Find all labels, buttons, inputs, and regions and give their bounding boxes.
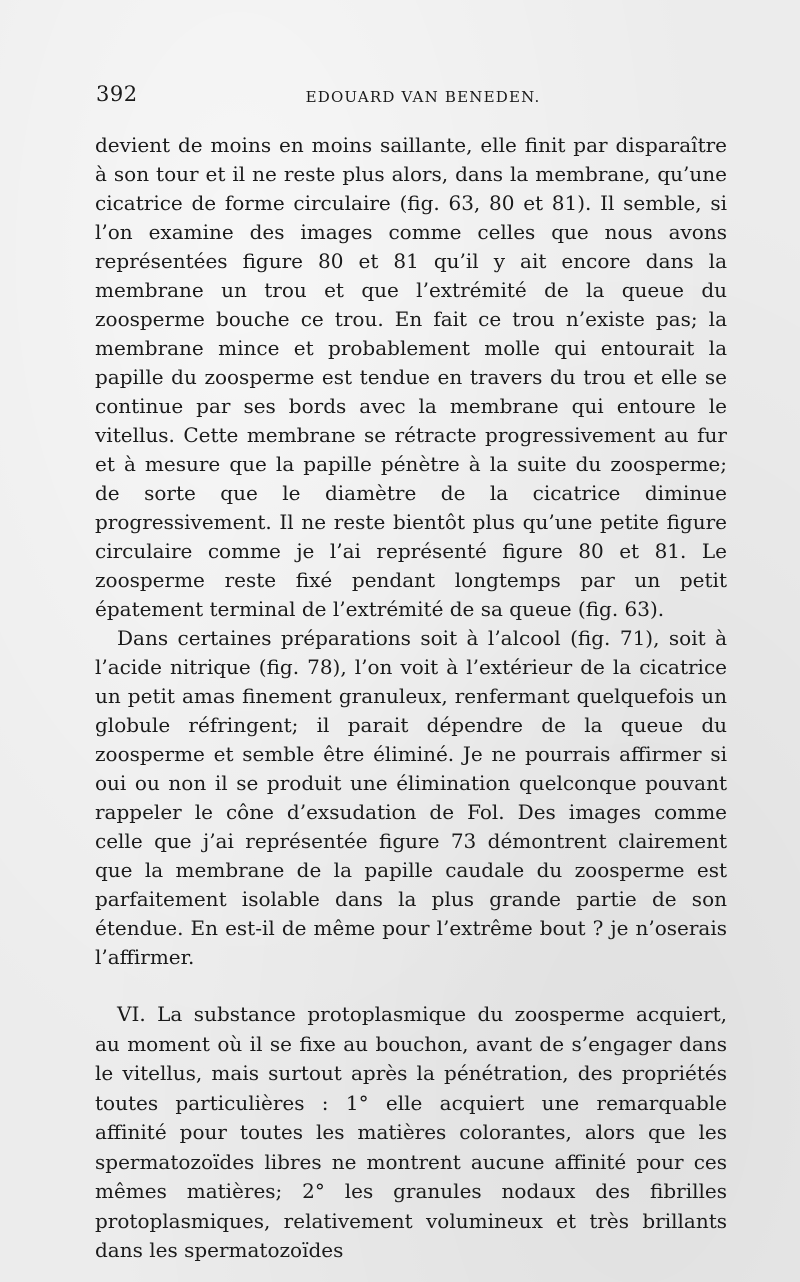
body-text [95, 131, 727, 1266]
paragraph-section-vi: VI. La substance protoplasmique du zoosperme acquiert, au moment où il se fixe au bouchon, avant de s’engager dans le vitellus, mais surtout après la pénétration, des propriétés toutes particulières : 1° elle acquiert une remarquable affinité pour toutes les matières colorantes, alors que les spermatozoïdes libres ne montrent aucune affinité pour ces mêmes matières; 2° les granules nodaux des fibrilles protoplasmiques, relativement volumineux et très brillants dans les spermatozoïdes [95, 1002, 727, 1262]
page-header [96, 82, 726, 112]
running-head: EDOUARD VAN BENEDEN. [305, 88, 541, 106]
paragraph-2: Dans certaines préparations soit à l’alcool (fig. 71), soit à l’acide nitrique (fig. 78), l’on voit à l’extérieur de la cicatrice un petit amas finement granuleux, renfermant quelquefois un globule réfringent; il parait dépendre de la queue du zoosperme et semble être éliminé. Je ne pourrais affirmer si oui ou non il se produit une élimination quelconque pouvant rappeler le cône d’exsudation de Fol. Des images comme celle que j’ai représentée figure 73 démontrent clairement que la membrane de la papille caudale du zoosperme est parfaitement isolable dans la plus grande partie de son étendue. En est-il de même pour l’extrême bout ? je n’oserais l’affirmer. [95, 626, 727, 969]
page-number: 392 [96, 82, 138, 106]
paragraph-1: devient de moins en moins saillante, elle finit par disparaître à son tour et il ne reste plus alors, dans la membrane, qu’une cicatrice de forme circulaire (fig. 63, 80 et 81). Il semble, si l’on examine des images comme celles que nous avons représentées figure 80 et 81 qu’il y ait encore dans la membrane un trou et que l’extrémité de la queue du zoosperme bouche ce trou. En fait ce trou n’existe pas; la membrane mince et probablement molle qui entourait la papille du zoosperme est tendue en travers du trou et elle se continue par ses bords avec la membrane qui entoure le vitellus. Cette membrane se rétracte progressivement au fur et à mesure que la papille pénètre à la suite du zoosperme; de sorte que le diamètre de la cicatrice diminue progressivement. Il ne reste bientôt plus qu’une petite figure circulaire comme je l’ai représenté figure 80 et 81. Le zoosperme reste fixé pendant longtemps par un petit épatement terminal de l’extrémité de sa queue (fig. 63). [95, 133, 727, 621]
